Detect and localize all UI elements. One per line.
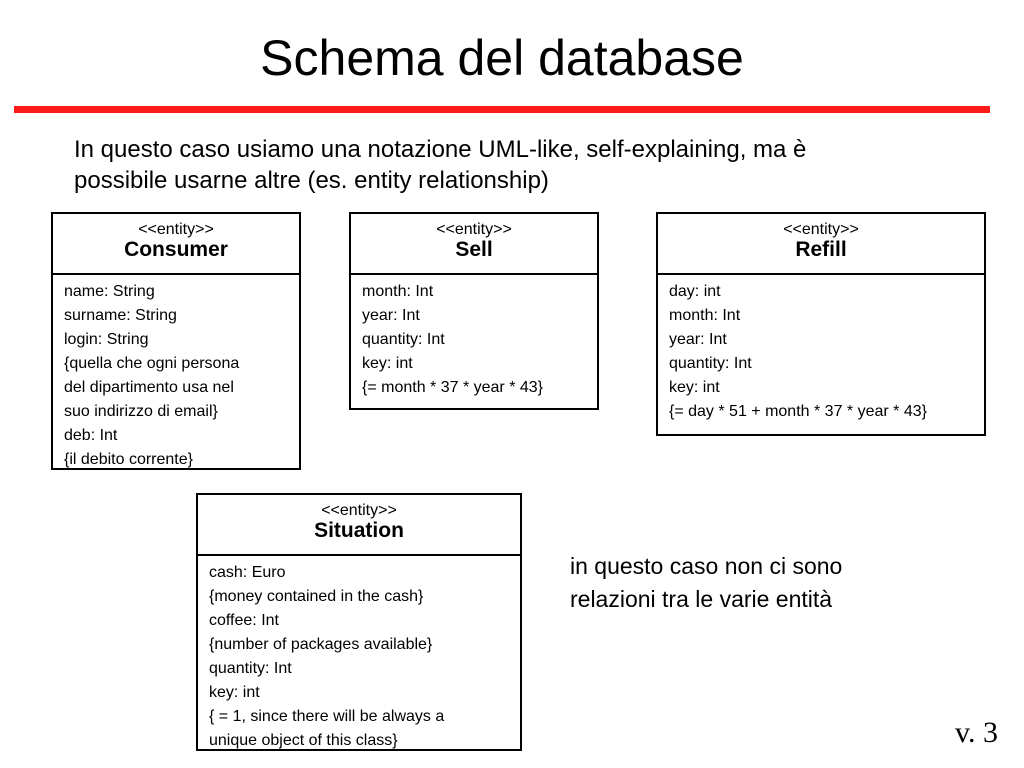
entity-name: Refill bbox=[795, 238, 847, 261]
attribute: quantity: Int bbox=[362, 331, 445, 348]
entity-name: Sell bbox=[455, 238, 493, 261]
note-line: relazioni tra le varie entità bbox=[570, 586, 833, 612]
attribute: unique object of this class} bbox=[209, 732, 398, 749]
attribute: key: int bbox=[209, 684, 260, 701]
attribute: {il debito corrente} bbox=[64, 451, 193, 468]
attribute: {money contained in the cash} bbox=[209, 588, 424, 605]
entity-situation bbox=[196, 493, 522, 751]
version-label: v. 3 bbox=[955, 716, 999, 749]
attribute: del dipartimento usa nel bbox=[64, 379, 234, 396]
entity-stereotype: <<entity>> bbox=[138, 221, 214, 238]
entity-consumer bbox=[51, 212, 301, 470]
attribute: deb: Int bbox=[64, 427, 118, 444]
attribute: surname: String bbox=[64, 307, 177, 324]
entity-name: Situation bbox=[314, 519, 404, 542]
attribute: quantity: Int bbox=[669, 355, 752, 372]
attribute: {quella che ogni persona bbox=[64, 355, 240, 372]
entity-stereotype: <<entity>> bbox=[783, 221, 859, 238]
intro-line: In questo caso usiamo una notazione UML-like, self-explaining, ma è bbox=[74, 136, 807, 163]
intro-line: possibile usarne altre (es. entity relationship) bbox=[74, 167, 549, 194]
entity-header bbox=[351, 214, 597, 275]
attribute: login: String bbox=[64, 331, 149, 348]
entity-header bbox=[658, 214, 984, 275]
attribute: {number of packages available} bbox=[209, 636, 433, 653]
attribute: year: Int bbox=[669, 331, 727, 348]
attribute: month: Int bbox=[362, 283, 434, 300]
note-line: in questo caso non ci sono bbox=[570, 553, 843, 579]
attribute: key: int bbox=[669, 379, 720, 396]
slide-title: Schema del database bbox=[260, 30, 744, 86]
attribute-list bbox=[198, 556, 520, 753]
entity-stereotype: <<entity>> bbox=[436, 221, 512, 238]
entity-name: Consumer bbox=[124, 238, 228, 261]
attribute: cash: Euro bbox=[209, 564, 286, 581]
attribute: name: String bbox=[64, 283, 155, 300]
attribute: {= month * 37 * year * 43} bbox=[362, 379, 544, 396]
attribute: {= day * 51 + month * 37 * year * 43} bbox=[669, 403, 927, 420]
title-rule bbox=[14, 106, 990, 113]
attribute-list bbox=[351, 275, 597, 400]
attribute: { = 1, since there will be always a bbox=[209, 708, 445, 725]
attribute-list bbox=[658, 275, 984, 424]
entity-header bbox=[198, 495, 520, 556]
attribute: day: int bbox=[669, 283, 721, 300]
intro-text bbox=[74, 134, 974, 196]
attribute: month: Int bbox=[669, 307, 741, 324]
relations-note bbox=[570, 550, 970, 616]
entity-refill bbox=[656, 212, 986, 436]
attribute: quantity: Int bbox=[209, 660, 292, 677]
attribute: year: Int bbox=[362, 307, 420, 324]
attribute: key: int bbox=[362, 355, 413, 372]
entity-header bbox=[53, 214, 299, 275]
attribute: coffee: Int bbox=[209, 612, 279, 629]
attribute-list bbox=[53, 275, 299, 472]
attribute: suo indirizzo di email} bbox=[64, 403, 218, 420]
entity-stereotype: <<entity>> bbox=[321, 502, 397, 519]
entity-sell bbox=[349, 212, 599, 410]
